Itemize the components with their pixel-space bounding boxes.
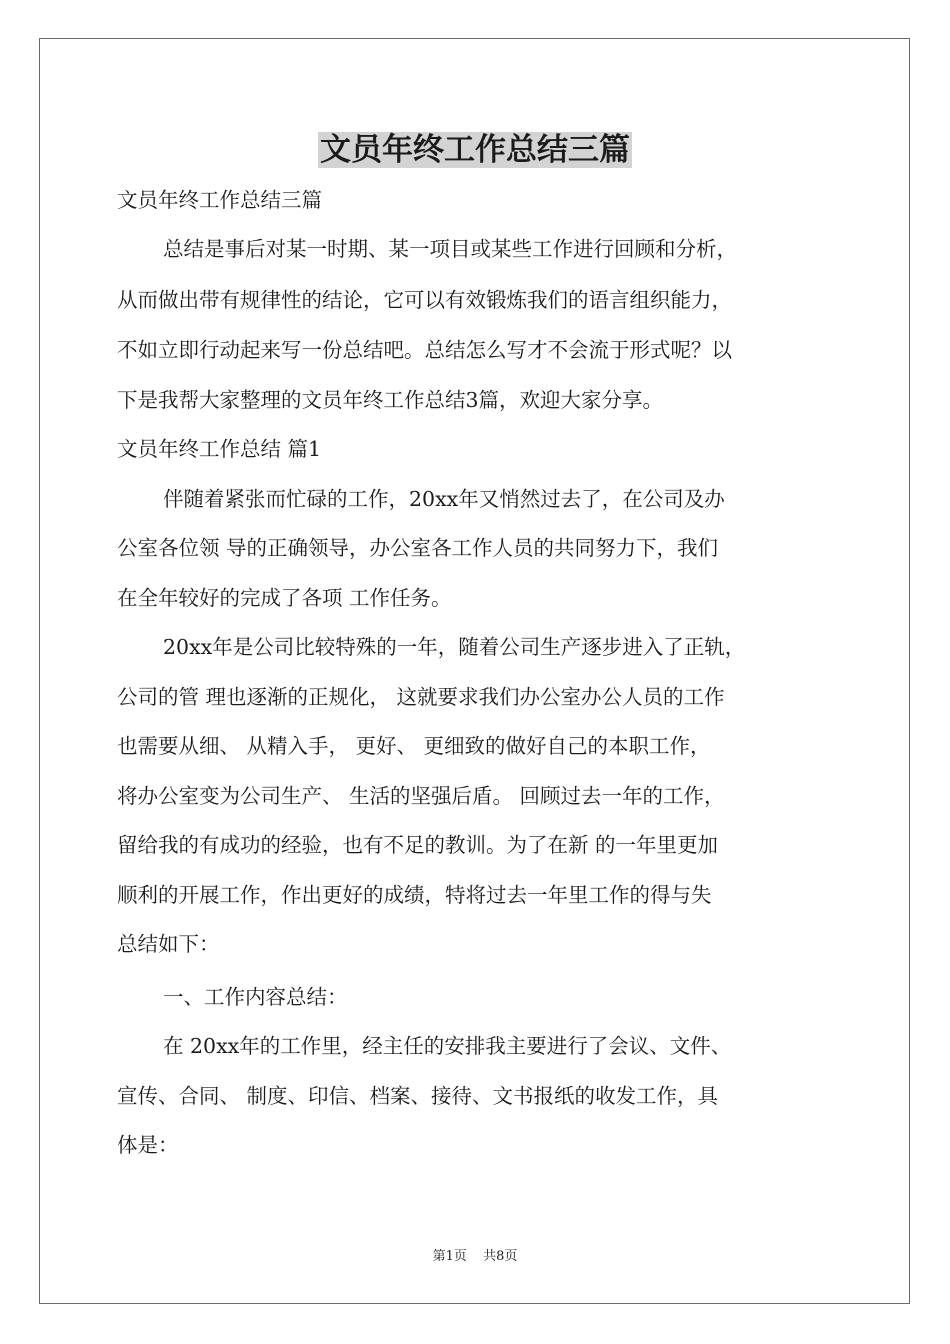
paragraph-line: 体是： xyxy=(117,1133,179,1157)
document-title-text: 文员年终工作总结三篇 xyxy=(320,132,630,168)
paragraph-line: 20xx年是公司比较特殊的一年，随着公司生产逐步进入了正轨， xyxy=(163,635,746,659)
paragraph-line: 留给我的有成功的经验，也有不足的教训。为了在新 的一年里更加 xyxy=(117,833,719,857)
page-number: 第1页 xyxy=(432,1249,467,1264)
document-title xyxy=(0,128,950,172)
paragraph-line: 下是我帮大家整理的文员年终工作总结3篇，欢迎大家分享。 xyxy=(117,388,664,412)
paragraph-line: 顺利的开展工作，作出更好的成绩，特将过去一年里工作的得与失 xyxy=(117,883,712,907)
paragraph-line: 也需要从细、 从精入手， 更好、 更细致的做好自己的本职工作， xyxy=(117,734,711,758)
paragraph-line: 宣传、合同、 制度、印信、档案、接待、文书报纸的收发工作，具 xyxy=(117,1084,719,1108)
paragraph-line: 将办公室变为公司生产、 生活的坚强后盾。 回顾过去一年的工作， xyxy=(117,784,725,808)
paragraph-line: 公室各位领 导的正确领导，办公室各工作人员的共同努力下，我们 xyxy=(117,536,719,560)
paragraph-line: 公司的管 理也逐渐的正规化， 这就要求我们办公室办公人员的工作 xyxy=(117,685,725,709)
page-footer xyxy=(0,1248,950,1266)
page-border xyxy=(39,38,910,1304)
paragraph-line: 伴随着紧张而忙碌的工作，20xx年又悄然过去了，在公司及办 xyxy=(163,487,725,511)
paragraph-line: 不如立即行动起来写一份总结吧。总结怎么写才不会流于形式呢？以 xyxy=(117,338,732,362)
section-heading: 一、工作内容总结： xyxy=(163,985,348,1009)
paragraph-line: 在 20xx年的工作里，经主任的安排我主要进行了会议、文件、 xyxy=(163,1034,732,1058)
paragraph-line: 从而做出带有规律性的结论，它可以有效锻炼我们的语言组织能力， xyxy=(117,288,732,312)
page-total: 共8页 xyxy=(483,1249,518,1264)
paragraph-line: 总结是事后对某一时期、某一项目或某些工作进行回顾和分析， xyxy=(163,237,737,261)
paragraph-line: 总结如下： xyxy=(117,932,220,956)
section-heading: 文员年终工作总结 篇1 xyxy=(117,437,322,461)
subtitle-line: 文员年终工作总结三篇 xyxy=(117,188,322,212)
paragraph-line: 在全年较好的完成了各项 工作任务。 xyxy=(117,586,452,610)
